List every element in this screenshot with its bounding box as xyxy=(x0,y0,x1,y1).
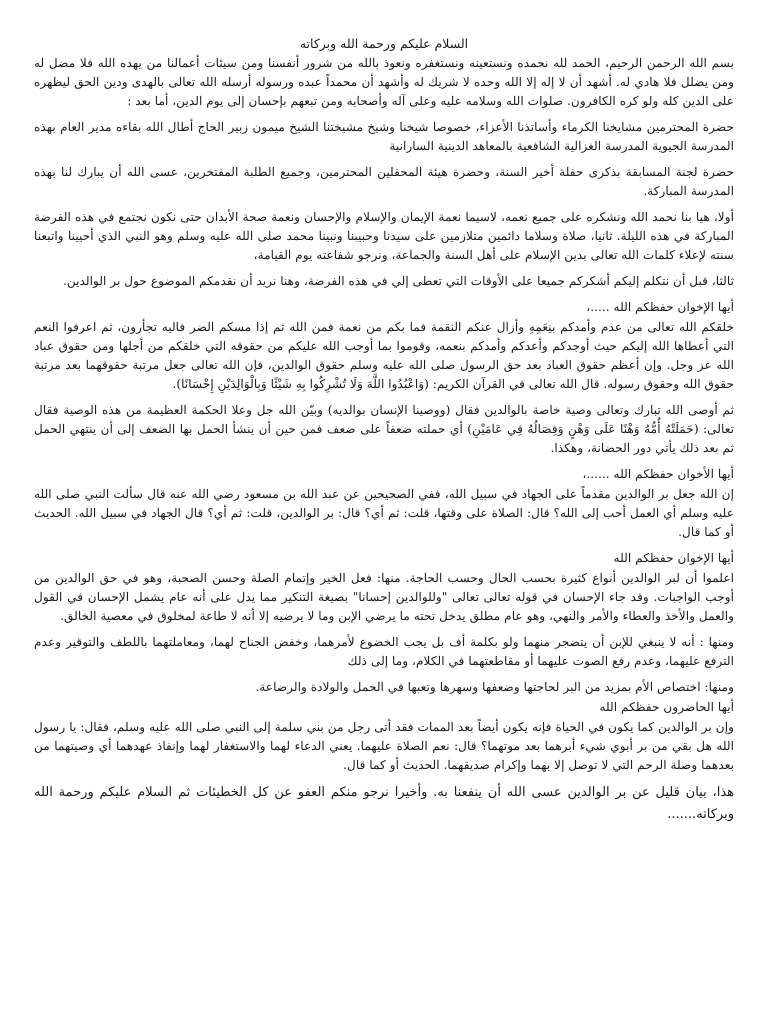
first-paragraph: أولا، هيا بنا نحمد الله ونشكره على جميع نعمه، لاسيما نعمة الإيمان والإسلام والإحسان ونعمة صحة الأبدان حتى نكون نجتمع في هذه الفرضة المباركة في هذه الليلة. ثانيا، صلاة وسلاما دائمين متلازمين على سيدنا وحبيبنا ونبينا محمد صلى الله عليه وسلم وهو النبي الذي أحيينا واتبعنا سنته لإعلاء كلمات الله تعالى بدين الإسلام على أهل السنة والجماعة، ونرجو شفاعته يوم القيامة، xyxy=(34,210,734,262)
mother-paragraph: ومنها: اختصاص الأم بمزيد من البر لحاجتها وضعفها وسهرها وتعبها في الحمل والولادة والرضاعة. xyxy=(255,680,734,694)
wasiyya-paragraph: ثم أوصى الله تبارك وتعالى وصية خاصة بالوالدين فقال (ووصينا الإنسان بوالديه) وبيّن الله جل وعلا الحكمة العظيمة من هذه الوصية فقال تعالى: (حَمَلَتْهُ أُمُّهُ وَهْنًا عَلَى وَهْنٍ وَفِصَالُهُ فِي عَامَيْنِ) أي حملته ضعفاً على ضعف فمن حين أن ينشأ الحمل بها الضعف إلى أن ينتهي الحمل ثم بعد ذلك يأتي دور الحضانة، وهكذا. xyxy=(34,403,734,455)
hadith-paragraph: إن الله جعل بر الوالدين مقدماً على الجهاد في سبيل الله، ففي الصحيحين عن عبد الله بن مسعود رضي الله عنه قال سألت النبي صلى الله عليه وسلم أي العمل أحب إلى الله؟ قال: الصلاة على وقتها، قلت: ثم أي؟ قال: بر الوالدين، قلت: ثم أي؟ قال الجهاد في سبيل الله. الحديث أو كما قال. xyxy=(34,487,734,539)
address-heading-1: أيها الإخوان حفظكم الله .....، xyxy=(586,300,734,314)
blessings-paragraph: خلقكم الله تعالى من عدم وأمدكم بنِعَمِهِ وأزال عنكم النقمة فما بكم من نعمة فمن الله ثم إذا مسكم الضر فاليه تجأرون، ثم اعرفوا النعم التي أعطاها الله إليكم حيث أوجدكم وأعدكم وأمدكم بنعمه، وقوموا بما أوجب الله عليكم من حقوقه التي خلقكم من أجلها ومن حقوق عباد الله عز وجل. وإن أعظم حقوق العباد بعد حق الرسول صلى الله عليه وسلم حقوق الوالدين، فإن الله تعالى جعل مرتبة حقوقهما بعد مرتبة حقوق الله وحقوق رسوله. قال الله تعالى في القرآن الكريم: (وَاعْبُدُوا اللَّهَ وَلَا تُشْرِكُوا بِهِ شَيْئًا وَبِالْوَالِدَيْنِ إِحْسَانًا). xyxy=(34,320,734,391)
greeting-paragraph-2: حضرة لجنة المسابقة بذكرى حفلة أخير السنة، وحضرة هيئة المحفلين المحترمين، وجميع الطلبة المفتخرين، عسى الله أن يبارك لنا بهذه المدرسة المباركة. xyxy=(34,165,734,198)
speech-document xyxy=(34,34,734,826)
document-title: السلام عليكم ورحمة الله وبركاته xyxy=(299,36,469,51)
address-heading-3: أيها الإخوان حفظكم الله xyxy=(613,551,734,565)
closing-paragraph: هذا، بيان قليل عن بر الوالدين عسى الله أن ينفعنا به. وأخيرا نرجو منكم العفو عن كل الخطيئات ثم السلام عليكم ورحمة الله وبركاته....... xyxy=(34,785,734,822)
greeting-paragraph-1: حضرة المحترمين مشايخنا الكرماء وأساتذنا الأعزاء، خصوصا شيخنا وشيخ مشيختنا الشيخ ميمون زبير الحاج أطال الله بقاءه مدير العام بهذه المدرسة الجيوية المدرسة الغزالية الشافعية بالمعاهد الدينية السارانية xyxy=(34,120,734,153)
third-paragraph: ثالثا، قبل أن نتكلم إليكم أشكركم جميعا على الأوقات التي تعطى إلي في هذه الفرضة، وهنا نريد أن نقدمكم الموضوع حول بر الوالدين. xyxy=(62,274,734,288)
minha-paragraph: ومنها : أنه لا ينبغي للإبن أن يتضجر منهما ولو بكلمة أف بل يجب الخضوع لأمرهما، وخفض الجناح لهما، ومعاملتهما باللطف والتوقير وعدم الترفع عليهما، وعدم رفع الصوت عليهما أو مقاطعتهما في الكلام، وما إلى ذلك xyxy=(34,635,734,668)
address-heading-2: أيها الأخوان حفظكم الله ......، xyxy=(582,467,734,481)
types-paragraph: اعلموا أن لبر الوالدين أنواع كثيرة بحسب الحال وحسب الحاجة. منها: فعل الخير وإتمام الصلة وحسن الصحبة، وهو في حق الوالدين من أوجب الواجبات. وقد جاء الإحسان في قوله تعالى تعالى "وللوالدين إحسانا" بصيغة التنكير مما يدل على أنه عام يشمل الإحسان في القول والعمل والأخذ والعطاء والأمر والنهي، وهو عام مطلق يدخل تحته ما يرضي الإبن وما لا يرضيه إلا أنه لا طاعة لمخلوق في معصية الخالق. xyxy=(34,571,734,623)
opening-paragraph: بسم الله الرحمن الرحيم، الحمد لله نحمده ونستعينه ونستغفره ونعوذ بالله من شرور أنفسنا ومن سيئات أعمالنا من يهده الله فلا مضل له ومن يضلل فلا هادي له. أشهد أن لا إله إلا الله وحده لا شريك له وأشهد أن محمداً عبده ورسوله أرسله الله تعالى بالهدى ودين الحق ليظهره على الدين كله ولو كره الكافرون. صلوات الله وسلامه عليه وعلى آله وأصحابه ومن تبعهم بإحسان إلى يوم الدين، أما بعد : xyxy=(34,56,734,108)
address-heading-4: أيها الحاضرون حفظكم الله xyxy=(599,700,734,714)
after-death-paragraph: وإن بر الوالدين كما يكون في الحياة فإنه يكون أيضاً بعد الممات فقد أتى رجل من بني سلمة إلى النبي صلى الله عليه وسلم، فقال: يا رسول الله هل بقي من بر أبوي شيء أبرهما بعد موتهما؟ قال: نعم الصلاة عليهما. يعني الدعاء لهما والاستغفار لهما وإنفاذ عهدهما أي وصيتهما من بعدهما وصلة الرحم التي لا توصل إلا بهما وإكرام صديقهما. الحديث أو كما قال. xyxy=(34,720,734,772)
